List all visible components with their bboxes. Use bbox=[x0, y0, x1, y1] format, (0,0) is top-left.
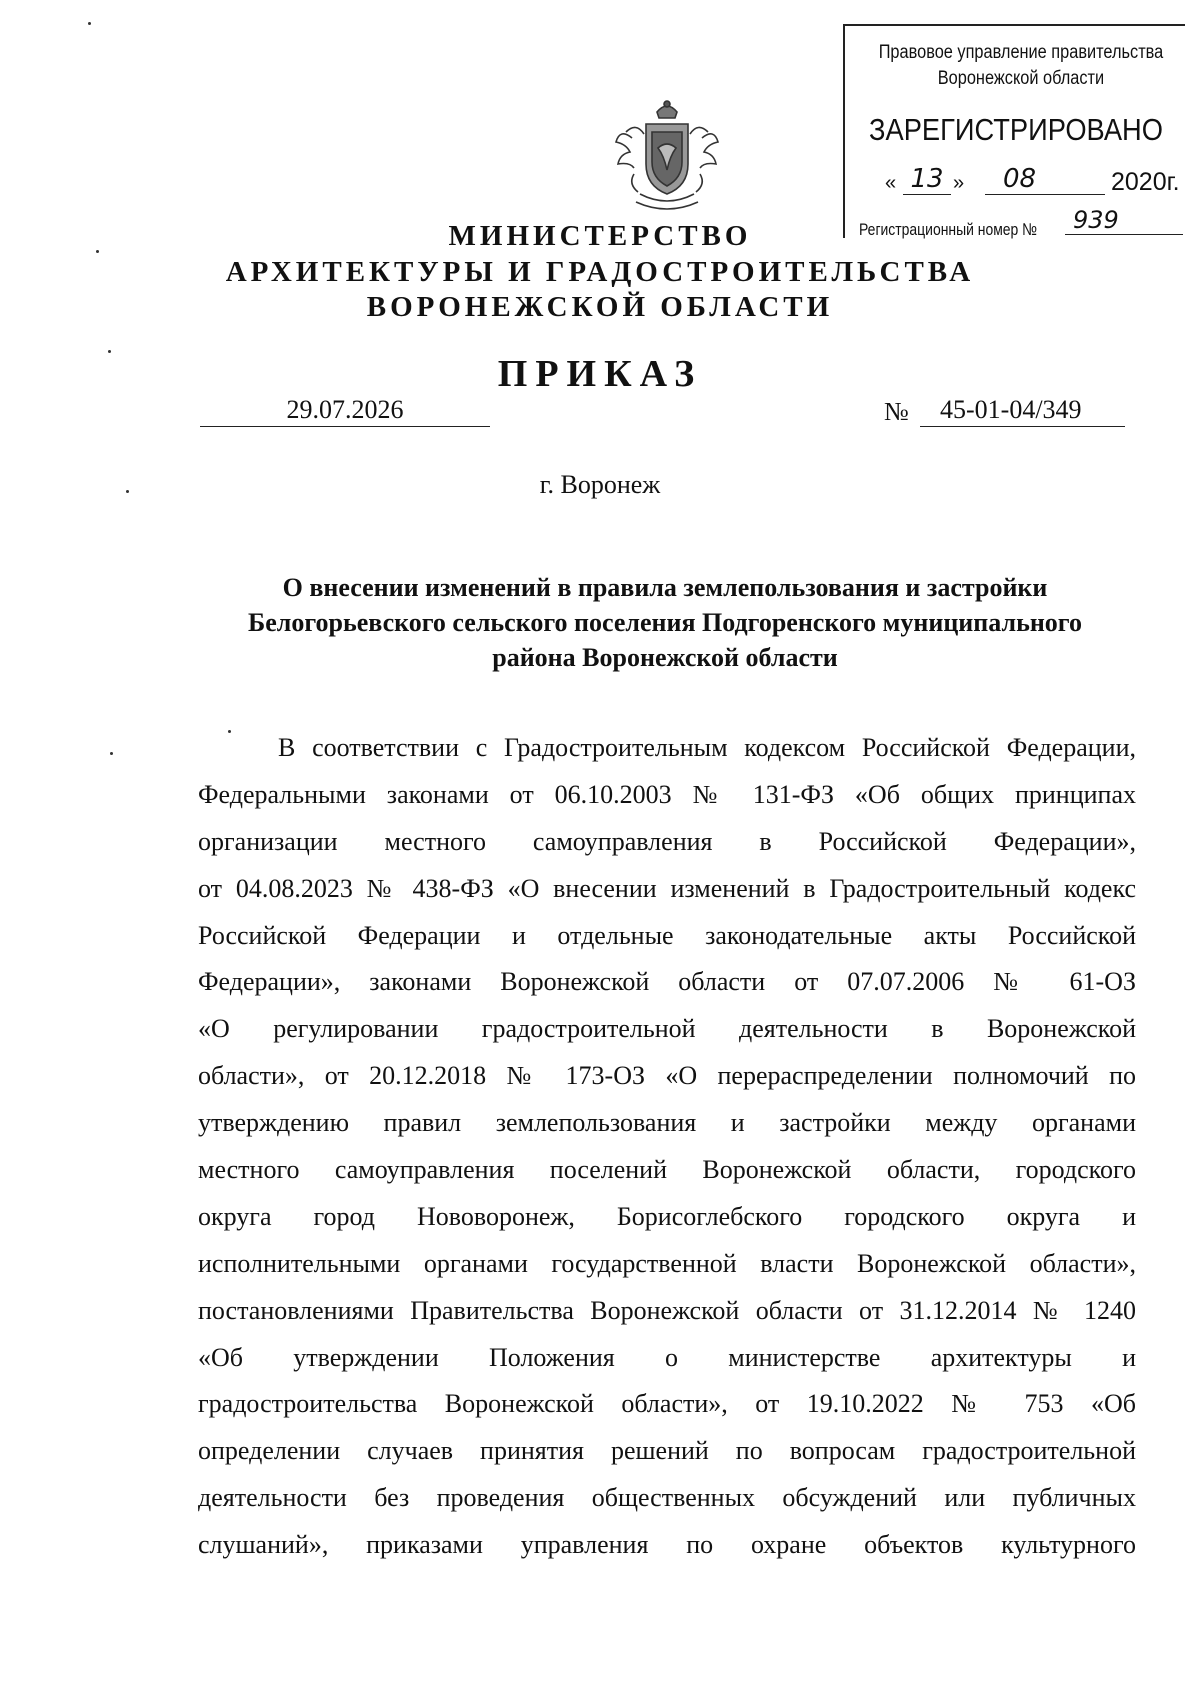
stamp-quote-close: » bbox=[953, 172, 965, 194]
body-line: организации местного самоуправления в Российской Федерации», bbox=[198, 826, 1136, 856]
body-line: утверждению правил землепользования и застройки между органами bbox=[198, 1108, 1136, 1138]
stamp-reg-number: 939 bbox=[1065, 206, 1183, 235]
subject-line3: района Воронежской области bbox=[492, 643, 838, 672]
body-line: слушаний», приказами управления по охране объектов культурного bbox=[198, 1530, 1136, 1560]
scan-speck bbox=[228, 730, 231, 733]
body-line: градостроительства Воронежской области», от 19.10.2022 № 753 «Об bbox=[198, 1389, 1136, 1419]
body-line: Федерации», законами Воронежской области от 07.07.2006 № 61-ОЗ bbox=[198, 967, 1136, 997]
order-number-sign: № bbox=[884, 397, 909, 426]
body-line: области», от 20.12.2018 № 173-ОЗ «О перераспределении полномочий по bbox=[198, 1061, 1136, 1091]
body-line: Федеральными законами от 06.10.2003 № 131-ФЗ «Об общих принципах bbox=[198, 779, 1136, 809]
stamp-organization bbox=[855, 40, 1187, 92]
ministry-name-line2: АРХИТЕКТУРЫ И ГРАДОСТРОИТЕЛЬСТВА bbox=[225, 256, 975, 288]
order-number: 45-01-04/349 bbox=[920, 394, 1125, 427]
stamp-org-line2: Воронежской области bbox=[937, 68, 1105, 89]
document-type-title: ПРИКАЗ bbox=[497, 353, 703, 395]
body-line: «Об утверждении Положения о министерстве архитектуры и bbox=[198, 1342, 1136, 1372]
stamp-year: 2020г. bbox=[1111, 168, 1180, 196]
registration-stamp bbox=[843, 24, 1185, 238]
ministry-name-line3: ВОРОНЕЖСКОЙ ОБЛАСТИ bbox=[366, 291, 834, 323]
stamp-day: 13 bbox=[903, 164, 951, 195]
coat-of-arms-icon bbox=[612, 98, 722, 214]
body-text bbox=[198, 725, 1136, 1569]
body-line: «О регулировании градостроительной деятельности в Воронежской bbox=[198, 1014, 1136, 1044]
scan-speck bbox=[110, 752, 113, 755]
body-line: округа город Нововоронеж, Борисоглебского городского округа и bbox=[198, 1201, 1136, 1231]
stamp-registered-label: ЗАРЕГИСТРИРОВАНО bbox=[869, 112, 1163, 147]
subject-line2: Белогорьевского сельского поселения Подгоренского муниципального bbox=[248, 608, 1082, 637]
scan-speck bbox=[126, 490, 129, 493]
stamp-quote-open: « bbox=[885, 172, 897, 194]
scan-speck bbox=[96, 250, 99, 253]
stamp-month: 08 bbox=[985, 164, 1105, 195]
order-subject bbox=[200, 570, 1130, 675]
body-line: от 04.08.2023 № 438-ФЗ «О внесении изменений в Градостроительный кодекс bbox=[198, 873, 1136, 903]
body-line: местного самоуправления поселений Воронежской области, городского bbox=[198, 1155, 1136, 1185]
body-line: определении случаев принятия решений по вопросам градостроительной bbox=[198, 1436, 1136, 1466]
scan-speck bbox=[88, 22, 91, 25]
body-line: постановлениями Правительства Воронежской области от 31.12.2014 № 1240 bbox=[198, 1295, 1136, 1325]
city: г. Воронеж bbox=[539, 470, 661, 499]
stamp-date bbox=[885, 166, 1185, 200]
body-line: деятельности без проведения общественных обсуждений или публичных bbox=[198, 1483, 1136, 1513]
ministry-name-line1: МИНИСТЕРСТВО bbox=[448, 220, 752, 252]
order-date: 29.07.2026 bbox=[200, 394, 490, 427]
body-line: Российской Федерации и отдельные законодательные акты Российской bbox=[198, 920, 1136, 950]
subject-line1: О внесении изменений в правила землепользования и застройки bbox=[282, 573, 1048, 602]
body-line: исполнительными органами государственной власти Воронежской области», bbox=[198, 1248, 1136, 1278]
body-line: В соответствии с Градостроительным кодексом Российской Федерации, bbox=[278, 733, 1136, 762]
stamp-org-line1: Правовое управление правительства bbox=[878, 42, 1164, 63]
stamp-reg-number-label: Регистрационный номер № bbox=[859, 220, 1038, 239]
scan-speck bbox=[108, 350, 111, 353]
